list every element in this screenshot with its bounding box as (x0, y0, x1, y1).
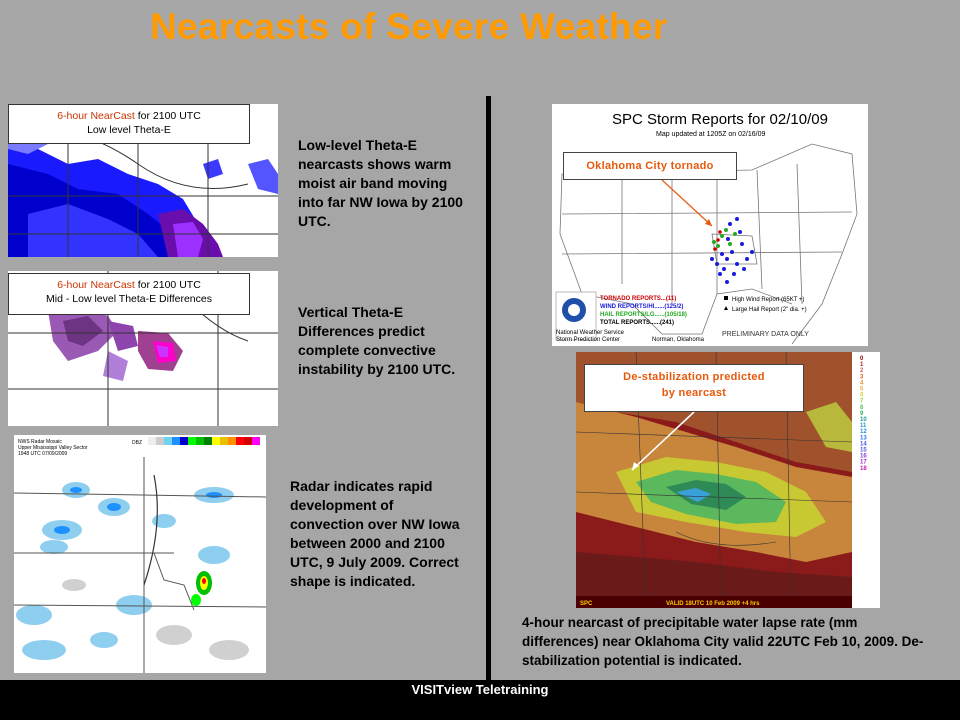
lapse-scale-label: 5 (860, 386, 864, 393)
lapse-scale-label: 18 (860, 465, 867, 472)
radar-header-line3: 1948 UTC 07/09/2009 (18, 451, 68, 457)
spc-wind-count: WIND REPORTS/HI......(125/2) (600, 304, 684, 310)
lapse-scale-label: 12 (860, 429, 867, 436)
theta-diff-caption (8, 273, 250, 315)
theta-diff-caption-line2: Mid - Low level Theta-E Differences (46, 293, 212, 305)
radar-description: Radar indicates rapid development of convection over NW Iowa between 2000 and 2100 UTC, 9 July 2009. Correct shape is indicated. (290, 478, 460, 589)
lapse-scale-label: 7 (860, 398, 864, 405)
theta-diff-description: Vertical Theta-E Differences predict complete convective instability by 2100 UTC. (298, 304, 456, 377)
lapse-footer-mid: VALID 18UTC 10 Feb 2009 +4 hrs (666, 601, 760, 607)
lapse-footer-left: SPC (580, 601, 593, 607)
spc-updated: Map updated at 1205Z on 02/16/09 (656, 131, 766, 138)
radar-header-line1: NWS Radar Mosaic (18, 439, 62, 445)
spc-center-line1: National Weather Service (556, 330, 624, 336)
lapse-scale-label: 8 (860, 404, 864, 411)
lapse-scale-label: 6 (860, 392, 864, 399)
radar-color-scale (148, 437, 260, 445)
lapse-scale-label: 3 (860, 374, 864, 381)
theta-diff-caption-suffix: for 2100 UTC (134, 279, 201, 291)
destabilization-callout (584, 364, 804, 412)
lapse-scale-label: 16 (860, 453, 867, 460)
lapse-scale-label: 0 (860, 356, 864, 362)
footer-label: VISITview Teletraining (411, 682, 549, 697)
spc-title: SPC Storm Reports for 02/10/09 (612, 111, 828, 128)
spc-large-hail-legend: Large Hail Report (2" dia. +) (732, 307, 807, 313)
oklahoma-tornado-callout: Oklahoma City tornado (563, 152, 737, 180)
theta-e-caption-line2: Low level Theta-E (87, 124, 171, 136)
page-title: Nearcasts of Severe Weather (150, 6, 668, 47)
lapse-scale-label: 11 (860, 423, 867, 430)
radar-dbz-label: DBZ (132, 440, 142, 446)
lapse-scale-label: 13 (860, 435, 867, 442)
destabilization-callout-line2: by nearcast (661, 387, 727, 399)
lapse-scale-label: 2 (860, 368, 864, 375)
theta-e-caption-prefix: 6-hour NearCast (57, 110, 135, 122)
spc-preliminary: PRELIMINARY DATA ONLY (722, 331, 809, 338)
lapse-scale-label: 4 (860, 380, 864, 387)
theta-e-caption-suffix: for 2100 UTC (134, 110, 201, 122)
lapse-scale-label: 1 (860, 362, 864, 369)
spc-location: Norman, Oklahoma (652, 337, 705, 343)
theta-e-caption (8, 104, 250, 144)
spc-hail-count: HAIL REPORTS/LG......(105/18) (600, 312, 687, 318)
footer-bar (0, 680, 960, 720)
center-divider (486, 96, 491, 680)
spc-total-count: TOTAL REPORTS......(241) (600, 320, 675, 326)
theta-e-description: Low-level Theta-E nearcasts shows warm moist air band moving into far NW Iowa by 2100 UTC. (298, 137, 463, 229)
spc-high-wind-legend: High Wind Report (65KT +) (732, 297, 805, 303)
radar-map (14, 435, 266, 673)
radar-header-line2: Upper Mississippi Valley Sector (18, 445, 88, 451)
destabilization-callout-line1: De-stabilization predicted (623, 371, 765, 383)
lapse-scale-label: 14 (860, 441, 867, 448)
spc-storm-reports-map (552, 104, 868, 346)
lapse-scale-label: 10 (860, 417, 867, 423)
lapse-scale-label: 17 (860, 459, 867, 466)
spc-center-line2: Storm Prediction Center (556, 337, 621, 343)
lapse-scale-label: 15 (860, 447, 867, 454)
lapse-scale-label: 9 (860, 410, 864, 417)
spc-tornado-count: TORNADO REPORTS...(11) (600, 296, 677, 302)
lapse-description: 4-hour nearcast of precipitable water lapse rate (mm differences) near Oklahoma City valid 22UTC Feb 10, 2009. De-stabilization potential is indicated. (522, 615, 924, 668)
theta-diff-caption-prefix: 6-hour NearCast (57, 279, 135, 291)
